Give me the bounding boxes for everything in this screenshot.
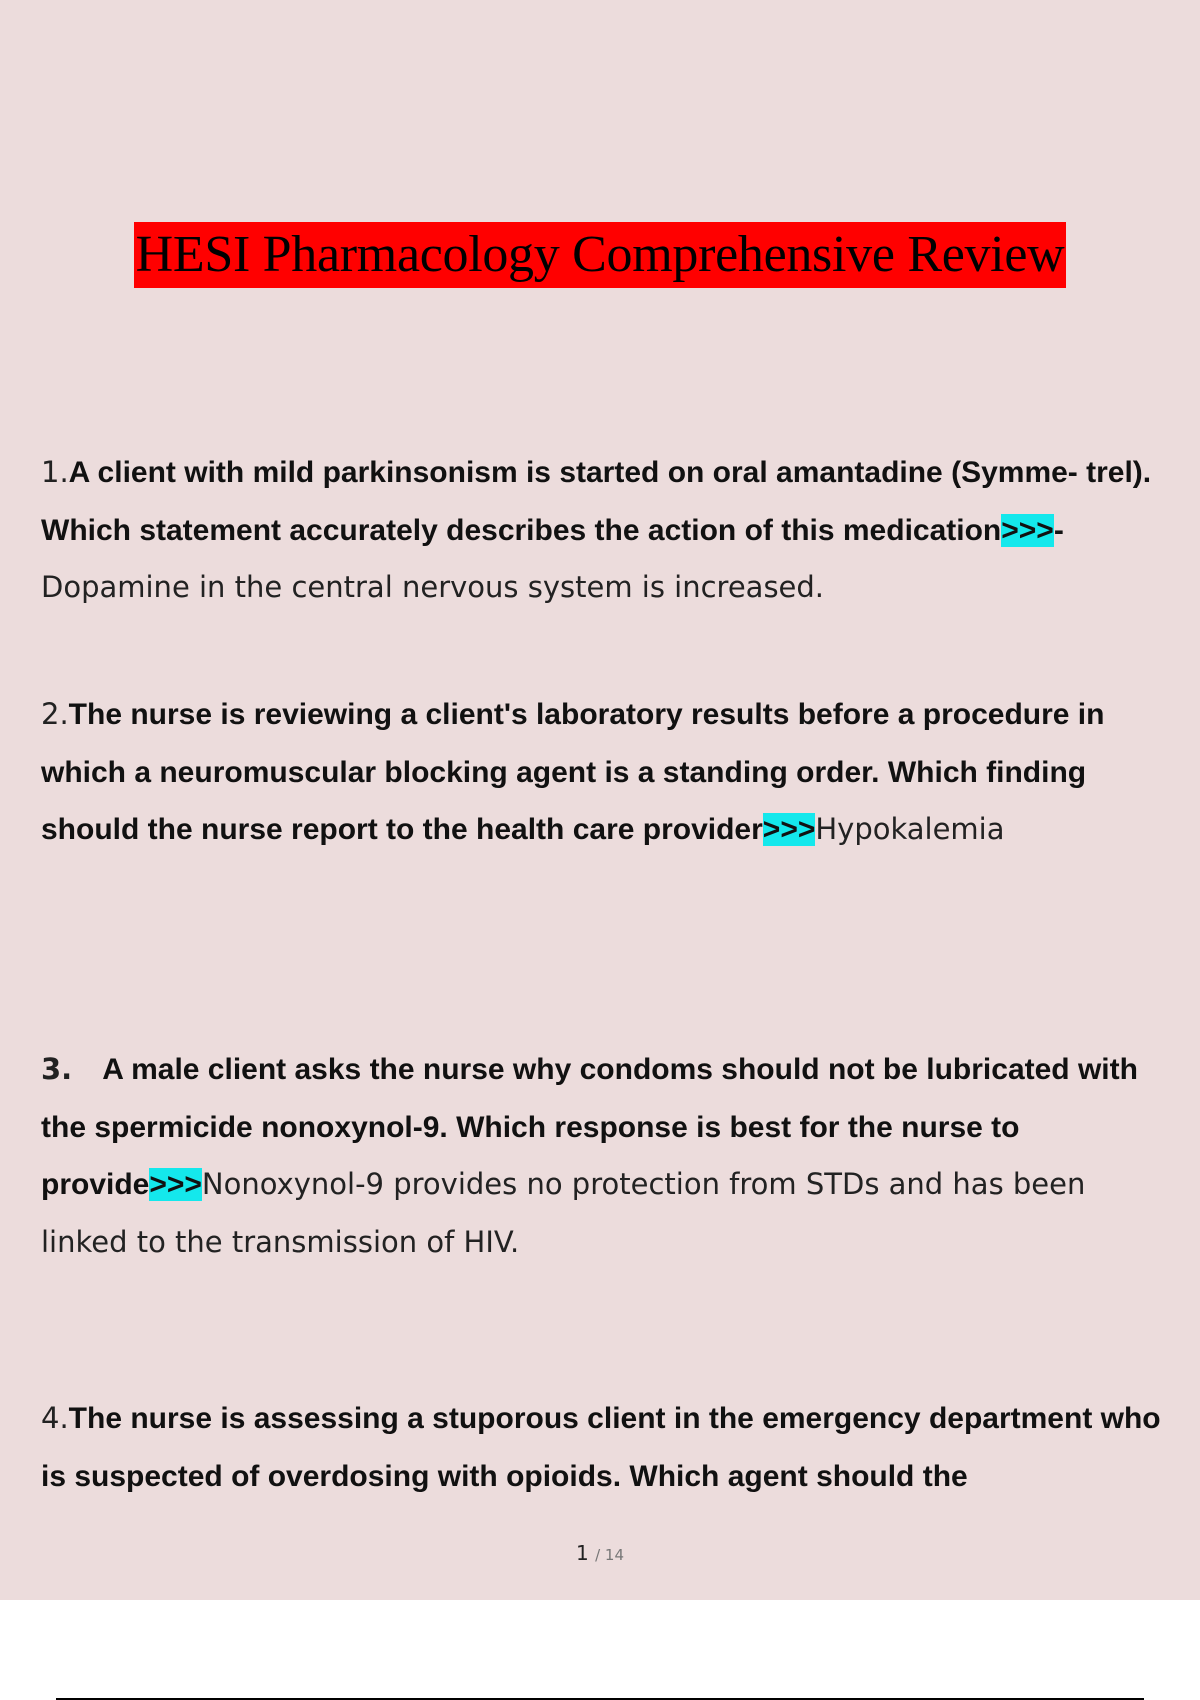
question-1 bbox=[41, 444, 1181, 616]
answer-text: Hypokalemia bbox=[815, 812, 1005, 846]
page-indicator bbox=[0, 1541, 1200, 1565]
title-block bbox=[0, 222, 1200, 288]
question-text: The nurse is reviewing a client's laboratory results before a procedure in which a neuromuscular blocking agent is a standing order. Which finding should the nurse report to the health care provider bbox=[41, 698, 1105, 846]
current-page: 1 bbox=[575, 1541, 589, 1565]
answer-text: Nonoxynol-9 provides no protection from STDs and has been linked to the transmission of HIV. bbox=[41, 1167, 1086, 1259]
total-pages: / 14 bbox=[595, 1546, 624, 1564]
question-2 bbox=[41, 686, 1181, 859]
question-number: 1. bbox=[41, 455, 69, 489]
question-text: The nurse is assessing a stuporous client in the emergency department who is suspected of overdosing with opioids. Which agent should the bbox=[41, 1402, 1161, 1493]
question-number: 4. bbox=[41, 1401, 69, 1435]
question-3 bbox=[41, 1041, 1181, 1270]
answer-dash: - bbox=[1053, 513, 1064, 547]
answer-separator: >>> bbox=[1001, 513, 1054, 547]
answer-separator: >>> bbox=[149, 1168, 202, 1201]
answer-text: Dopamine in the central nervous system is increased. bbox=[41, 570, 825, 604]
question-number: 2. bbox=[41, 697, 69, 731]
document-title: HESI Pharmacology Comprehensive Review bbox=[134, 222, 1067, 288]
question-text: A client with mild parkinsonism is started on oral amantadine (Symme- trel). Which statement accurately describes the action of this medication bbox=[41, 456, 1152, 547]
question-text: A male client asks the nurse why condoms should not be lubricated with the spermicide nonoxynol-9. Which response is best for the nurse to provide bbox=[41, 1053, 1138, 1201]
question-number: 3. bbox=[41, 1052, 73, 1086]
answer-separator: >>> bbox=[762, 813, 816, 846]
question-4 bbox=[41, 1390, 1181, 1505]
